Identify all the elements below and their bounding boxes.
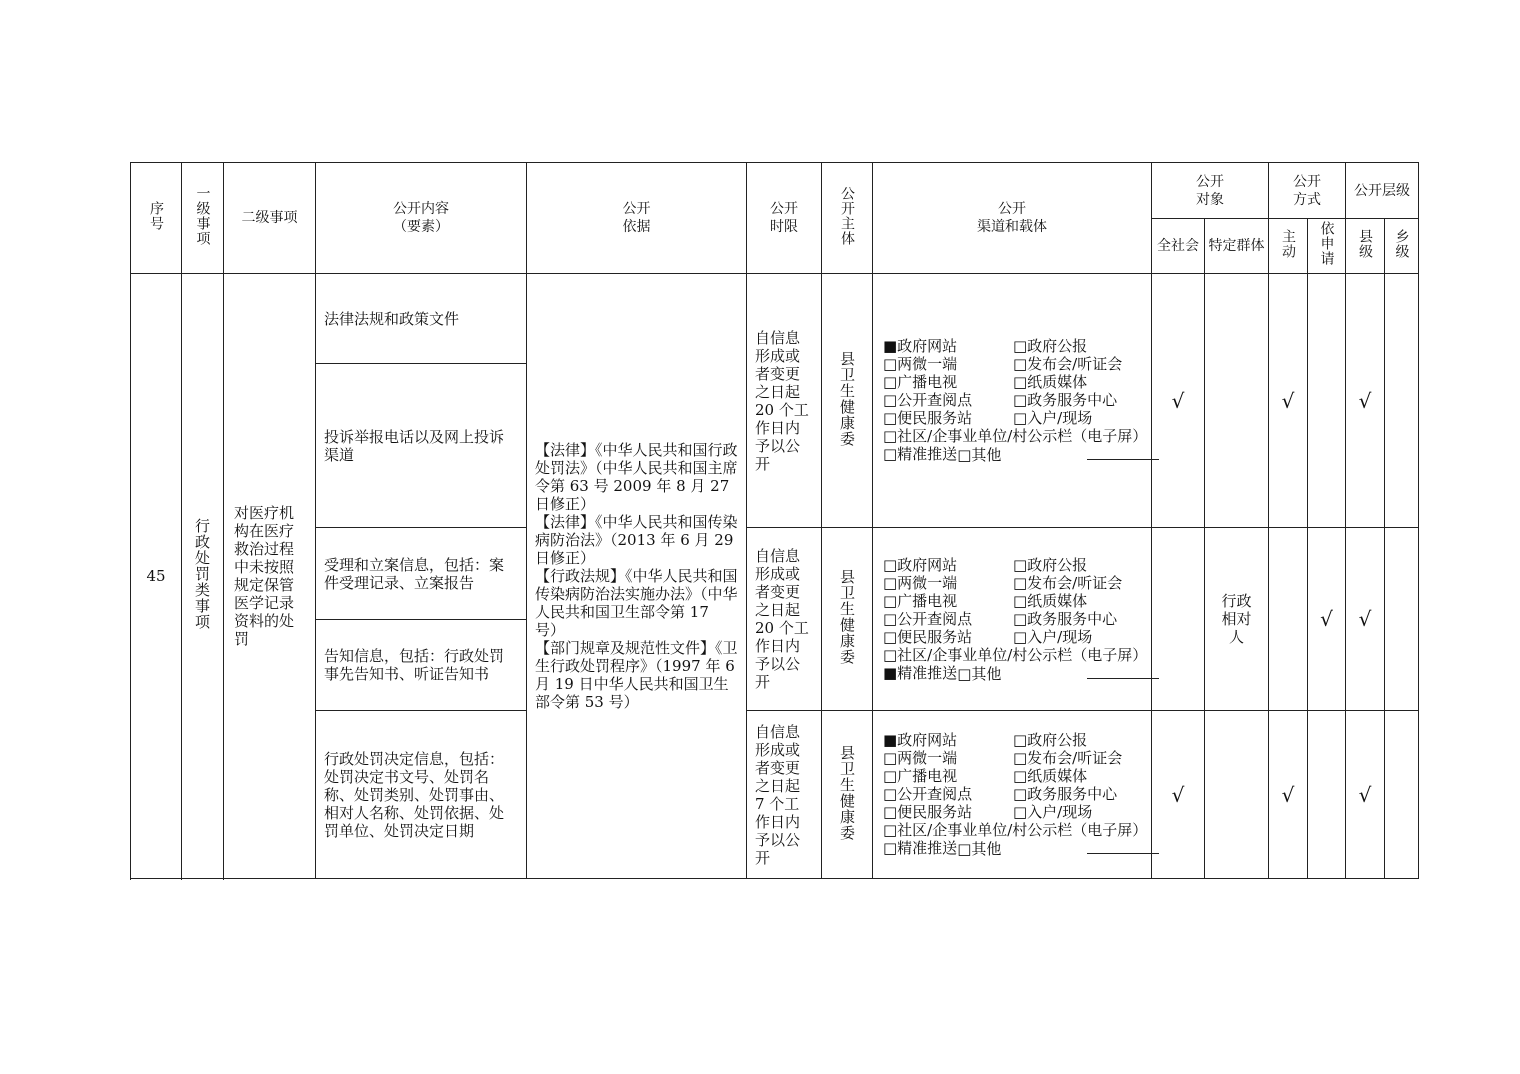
channel-row: □精准推送 □其他 [883, 839, 1141, 858]
header-deadline: 公开 时限 [747, 163, 822, 274]
channel-row: ■政府网站 □政府公报 [883, 337, 1088, 355]
header-channel: 公开 渠道和载体 [873, 163, 1152, 274]
channel-row: □精准推送 □其他 [883, 445, 1141, 464]
header-target-specific: 特定群体 [1205, 219, 1269, 274]
row-basis: 【法律】《中华人民共和国行政处罚法》（中华人民共和国主席令第 63 号 2009 年 8 月 27 日修正） 【法律】《中华人民共和国传染病防治法》（2013 年 6 月 29 日修正） 【行政法规】《中华人民共和国传染病防治法实施办法》（中华人民共和国卫生部令第 17 号） 【部门规章及规范性文件】《卫生行政处罚程序》（1997 年 6 月 19 日中华人民共和国卫生部令第 53 号） [527, 274, 747, 879]
channel-row: □社区/企事业单位/村公示栏（电子屏） [883, 427, 1148, 445]
deadline-cell: 自信息形成或者变更之日起 7 个工作日内予以公开 [747, 711, 822, 879]
target-specific-cell [1205, 274, 1269, 528]
channel-cell [873, 711, 1152, 879]
channel-row: □便民服务站 □入户/现场 [883, 803, 1093, 821]
subject-cell: 县卫生健康委 [822, 528, 873, 711]
target-specific-cell [1205, 711, 1269, 879]
content-item: 受理和立案信息，包括：案件受理记录、立案报告 [316, 528, 527, 620]
header-method: 公开 方式 [1269, 163, 1346, 219]
channel-row: ■精准推送 □其他 [883, 664, 1141, 683]
channel-row: □社区/企事业单位/村公示栏（电子屏） [883, 821, 1148, 839]
channel-row: □两微一端 □发布会/听证会 [883, 749, 1123, 767]
channel-row: □便民服务站 □入户/现场 [883, 627, 1093, 646]
channel-row: □公开查阅点 □政务服务中心 [883, 391, 1118, 409]
channel-row: □两微一端 □发布会/听证会 [883, 573, 1123, 592]
method-apply-check [1308, 274, 1346, 528]
deadline-cell: 自信息形成或者变更之日起 20 个工作日内予以公开 [747, 274, 822, 528]
header-target-all: 全社会 [1152, 219, 1205, 274]
header-level-town: 乡级 [1385, 219, 1419, 274]
channel-row: □广播电视 □纸质媒体 [883, 767, 1088, 785]
row-level2: 对医疗机构在医疗救治过程中未按照规定保管医学记录资料的处罚 [224, 274, 316, 879]
channel-row: □广播电视 □纸质媒体 [883, 591, 1088, 610]
channel-row: ■政府网站 □政府公报 [883, 731, 1088, 749]
header-method-active: 主动 [1269, 219, 1308, 274]
method-apply-check: √ [1308, 528, 1346, 711]
header-subject: 公开主体 [822, 163, 873, 274]
channel-row: □社区/企事业单位/村公示栏（电子屏） [883, 645, 1148, 664]
method-apply-check [1308, 711, 1346, 879]
header-level-county: 县级 [1346, 219, 1385, 274]
channel-row: □便民服务站 □入户/现场 [883, 409, 1093, 427]
header-seq: 序号 [131, 163, 182, 274]
level-town-check [1385, 274, 1419, 528]
level-town-check [1385, 711, 1419, 879]
header-content: 公开内容 （要素） [316, 163, 527, 274]
content-item: 法律法规和政策文件 [316, 274, 527, 364]
channel-cell [873, 274, 1152, 528]
header-target: 公开 对象 [1152, 163, 1269, 219]
blank-line [1087, 664, 1159, 679]
target-specific-cell: 行政相对人 [1205, 528, 1269, 711]
target-all-check: √ [1152, 711, 1205, 879]
header-level: 公开层级 [1346, 163, 1419, 219]
method-active-check: √ [1269, 274, 1308, 528]
content-item: 投诉举报电话以及网上投诉渠道 [316, 364, 527, 528]
deadline-cell: 自信息形成或者变更之日起 20 个工作日内予以公开 [747, 528, 822, 711]
level-county-check: √ [1346, 274, 1385, 528]
target-all-check [1152, 528, 1205, 711]
channel-cell [873, 528, 1152, 711]
channel-row: □广播电视 □纸质媒体 [883, 373, 1088, 391]
method-active-check [1269, 528, 1308, 711]
subject-cell: 县卫生健康委 [822, 711, 873, 879]
blank-line [1087, 445, 1159, 460]
level-county-check: √ [1346, 528, 1385, 711]
content-item: 行政处罚决定信息，包括：处罚决定书文号、处罚名称、处罚类别、处罚事由、相对人名称、处罚依据、处罚单位、处罚决定日期 [316, 711, 527, 879]
header-level2: 二级事项 [224, 163, 316, 274]
disclosure-table [130, 162, 1419, 879]
level-county-check: √ [1346, 711, 1385, 879]
content-item: 告知信息，包括：行政处罚事先告知书、听证告知书 [316, 620, 527, 711]
row-seq: 45 [131, 274, 182, 879]
header-level1: 一级事项 [182, 163, 224, 274]
target-all-check: √ [1152, 274, 1205, 528]
channel-row: □公开查阅点 □政务服务中心 [883, 609, 1118, 628]
method-active-check: √ [1269, 711, 1308, 879]
subject-cell: 县卫生健康委 [822, 274, 873, 528]
channel-row: □政府网站 □政府公报 [883, 555, 1088, 574]
blank-line [1087, 839, 1159, 854]
channel-row: □公开查阅点 □政务服务中心 [883, 785, 1118, 803]
level-town-check [1385, 528, 1419, 711]
channel-row: □两微一端 □发布会/听证会 [883, 355, 1123, 373]
header-method-apply: 依申请 [1308, 219, 1346, 274]
row-level1: 行政处罚类事项 [182, 274, 224, 879]
header-basis: 公开 依据 [527, 163, 747, 274]
